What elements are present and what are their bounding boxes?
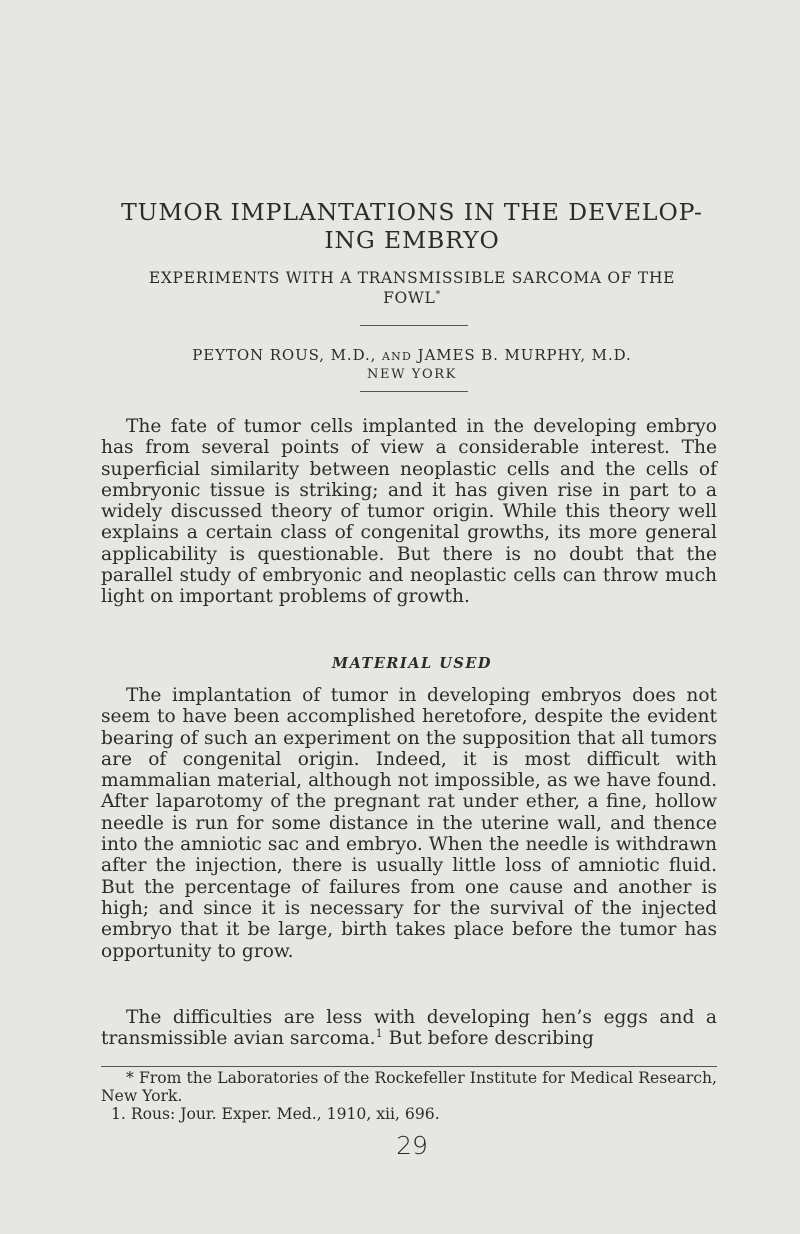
author-conjunction: AND — [381, 350, 412, 363]
author-1: PEYTON ROUS, M.D., — [192, 346, 377, 364]
page-number: 29 — [396, 1131, 428, 1160]
article-subtitle — [100, 268, 724, 308]
footnote-affiliation: * From the Laboratories of the Rockefeller Institute for Medical Research, New York. — [101, 1069, 717, 1105]
article-title-line-1: TUMOR IMPLANTATIONS IN THE DEVELOP- — [121, 198, 703, 226]
section-heading: MATERIAL USED — [332, 655, 492, 672]
reference-marker: 1 — [375, 1027, 383, 1041]
article-title-line-2: ING EMBRYO — [324, 226, 500, 254]
author-2: JAMES B. MURPHY, M.D. — [417, 346, 632, 364]
paragraph-implantation: The implantation of tumor in developing embryos does not seem to have been accomplished heretofore, despite the evident bearing of such an experiment on the supposition that all tumors are of congenital origin. Indeed, it is most difficult with mammalian material, although not impossible, as we have found. After laparotomy of the pregnant rat under ether, a fine, hollow needle is run for some distance in the uterine wall, and thence into the amniotic sac and embryo. When the needle is withdrawn after the injection, there is usually little loss of amniotic fluid. But the percentage of failures from one cause and another is high; and since it is necessary for the survival of the injected embryo that it be large, birth takes place before the tumor has opportunity to grow. — [101, 685, 717, 962]
paragraph-difficulties — [101, 1007, 717, 1050]
footnote-marker: * — [435, 288, 441, 300]
footnote-reference: 1. Rous: Jour. Exper. Med., 1910, xii, 696. — [111, 1105, 440, 1123]
paragraph-difficulties-tail: But before describing — [382, 1028, 594, 1050]
author-city: NEW YORK — [367, 367, 457, 382]
divider-top — [360, 325, 468, 326]
footnote-divider — [101, 1066, 717, 1067]
article-subtitle-line-1: EXPERIMENTS WITH A TRANSMISSIBLE SARCOMA OF THE — [148, 269, 676, 287]
article-subtitle-line-2: FOWL — [383, 289, 436, 307]
divider-bottom — [360, 391, 468, 392]
paragraph-difficulties-text: The difficulties are less with developing hen’s eggs and a transmissible avian sarcoma. — [101, 1007, 717, 1050]
paragraph-intro: The fate of tumor cells implanted in the developing embryo has from several points of view a considerable interest. The superficial similarity between neoplastic cells and the cells of embryonic tissue is striking; and it has given rise in part to a widely discussed theory of tumor origin. While this theory well explains a certain class of congenital growths, its more general applicability is questionable. But there is no doubt that the parallel study of embryonic and neoplastic cells can throw much light on important problems of growth. — [101, 416, 717, 608]
article-title — [100, 198, 724, 254]
author-line — [100, 346, 724, 366]
